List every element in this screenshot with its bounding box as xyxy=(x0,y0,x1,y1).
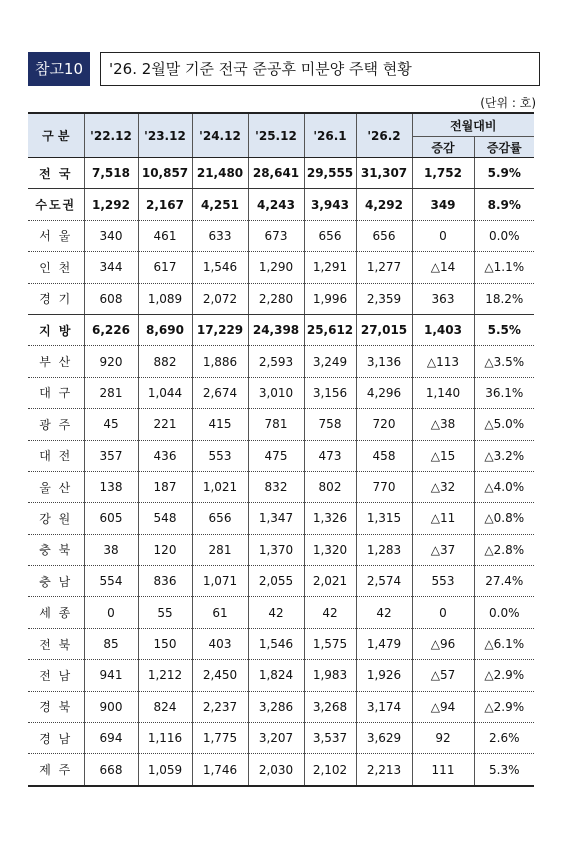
table-row xyxy=(28,471,534,502)
value-cell: 6,226 xyxy=(84,314,138,345)
value-cell: 1,996 xyxy=(304,283,356,314)
value-cell: 694 xyxy=(84,723,138,754)
header-rate: 증감률 xyxy=(474,137,534,158)
value-cell: 3,286 xyxy=(248,691,304,722)
region-cell: 수도권 xyxy=(28,189,84,220)
value-cell: 900 xyxy=(84,691,138,722)
region-cell: 서 울 xyxy=(28,220,84,251)
table-row xyxy=(28,346,534,377)
value-cell: 0 xyxy=(84,597,138,628)
header-change: 증감 xyxy=(412,137,474,158)
value-cell: 1,479 xyxy=(356,628,412,659)
region-cell: 세 종 xyxy=(28,597,84,628)
value-cell: 633 xyxy=(192,220,248,251)
value-cell: 31,307 xyxy=(356,158,412,189)
region-cell: 충 남 xyxy=(28,566,84,597)
value-cell: 3,207 xyxy=(248,723,304,754)
region-cell: 강 원 xyxy=(28,503,84,534)
rate-cell: △2.9% xyxy=(474,691,534,722)
value-cell: 3,268 xyxy=(304,691,356,722)
value-cell: 2,237 xyxy=(192,691,248,722)
region-cell: 광 주 xyxy=(28,409,84,440)
value-cell: 55 xyxy=(138,597,192,628)
value-cell: 802 xyxy=(304,471,356,502)
value-cell: 605 xyxy=(84,503,138,534)
value-cell: 1,320 xyxy=(304,534,356,565)
value-cell: 25,612 xyxy=(304,314,356,345)
value-cell: 3,156 xyxy=(304,377,356,408)
table-row xyxy=(28,534,534,565)
value-cell: 27,015 xyxy=(356,314,412,345)
change-cell: 0 xyxy=(412,597,474,628)
value-cell: 548 xyxy=(138,503,192,534)
rate-cell: △6.1% xyxy=(474,628,534,659)
reference-tag: 참고10 xyxy=(28,52,90,86)
header-year: '23.12 xyxy=(138,113,192,158)
value-cell: 42 xyxy=(356,597,412,628)
region-cell: 전 북 xyxy=(28,628,84,659)
value-cell: 7,518 xyxy=(84,158,138,189)
value-cell: 38 xyxy=(84,534,138,565)
value-cell: 403 xyxy=(192,628,248,659)
value-cell: 150 xyxy=(138,628,192,659)
value-cell: 120 xyxy=(138,534,192,565)
change-cell: 363 xyxy=(412,283,474,314)
region-cell: 제 주 xyxy=(28,754,84,786)
header-year: '25.12 xyxy=(248,113,304,158)
header-year: '24.12 xyxy=(192,113,248,158)
value-cell: 2,450 xyxy=(192,660,248,691)
rate-cell: 5.3% xyxy=(474,754,534,786)
value-cell: 1,746 xyxy=(192,754,248,786)
value-cell: 4,251 xyxy=(192,189,248,220)
table-row xyxy=(28,754,534,786)
value-cell: 2,213 xyxy=(356,754,412,786)
table-row xyxy=(28,628,534,659)
value-cell: 1,116 xyxy=(138,723,192,754)
change-cell: △57 xyxy=(412,660,474,691)
value-cell: 8,690 xyxy=(138,314,192,345)
value-cell: 17,229 xyxy=(192,314,248,345)
header-year: '22.12 xyxy=(84,113,138,158)
unsold-housing-table xyxy=(28,112,534,787)
value-cell: 2,055 xyxy=(248,566,304,597)
rate-cell: 27.4% xyxy=(474,566,534,597)
value-cell: 1,775 xyxy=(192,723,248,754)
rate-cell: △0.8% xyxy=(474,503,534,534)
value-cell: 2,574 xyxy=(356,566,412,597)
value-cell: 2,674 xyxy=(192,377,248,408)
value-cell: 473 xyxy=(304,440,356,471)
rate-cell: △4.0% xyxy=(474,471,534,502)
value-cell: 281 xyxy=(84,377,138,408)
value-cell: 668 xyxy=(84,754,138,786)
value-cell: 882 xyxy=(138,346,192,377)
value-cell: 3,174 xyxy=(356,691,412,722)
value-cell: 1,292 xyxy=(84,189,138,220)
value-cell: 1,277 xyxy=(356,252,412,283)
value-cell: 436 xyxy=(138,440,192,471)
change-cell: △32 xyxy=(412,471,474,502)
region-cell: 지 방 xyxy=(28,314,84,345)
region-cell: 경 북 xyxy=(28,691,84,722)
value-cell: 1,546 xyxy=(192,252,248,283)
table-row xyxy=(28,503,534,534)
table-row xyxy=(28,158,534,189)
region-cell: 충 북 xyxy=(28,534,84,565)
table-row xyxy=(28,377,534,408)
change-cell: 111 xyxy=(412,754,474,786)
region-cell: 울 산 xyxy=(28,471,84,502)
report-header xyxy=(28,52,540,86)
value-cell: 2,167 xyxy=(138,189,192,220)
rate-cell: △5.0% xyxy=(474,409,534,440)
value-cell: 1,021 xyxy=(192,471,248,502)
value-cell: 1,347 xyxy=(248,503,304,534)
value-cell: 3,537 xyxy=(304,723,356,754)
table-row xyxy=(28,723,534,754)
region-cell: 인 천 xyxy=(28,252,84,283)
value-cell: 656 xyxy=(356,220,412,251)
value-cell: 617 xyxy=(138,252,192,283)
value-cell: 42 xyxy=(248,597,304,628)
value-cell: 357 xyxy=(84,440,138,471)
change-cell: 0 xyxy=(412,220,474,251)
value-cell: 1,212 xyxy=(138,660,192,691)
change-cell: 1,403 xyxy=(412,314,474,345)
header-mom-group: 전월대비 xyxy=(412,113,534,137)
value-cell: 1,575 xyxy=(304,628,356,659)
value-cell: 656 xyxy=(192,503,248,534)
value-cell: 221 xyxy=(138,409,192,440)
table-row xyxy=(28,252,534,283)
value-cell: 340 xyxy=(84,220,138,251)
value-cell: 1,326 xyxy=(304,503,356,534)
table-row xyxy=(28,220,534,251)
value-cell: 608 xyxy=(84,283,138,314)
rate-cell: △1.1% xyxy=(474,252,534,283)
value-cell: 1,983 xyxy=(304,660,356,691)
rate-cell: 18.2% xyxy=(474,283,534,314)
value-cell: 475 xyxy=(248,440,304,471)
value-cell: 920 xyxy=(84,346,138,377)
value-cell: 824 xyxy=(138,691,192,722)
value-cell: 720 xyxy=(356,409,412,440)
value-cell: 1,089 xyxy=(138,283,192,314)
value-cell: 85 xyxy=(84,628,138,659)
value-cell: 2,102 xyxy=(304,754,356,786)
change-cell: 553 xyxy=(412,566,474,597)
change-cell: △38 xyxy=(412,409,474,440)
value-cell: 187 xyxy=(138,471,192,502)
change-cell: △14 xyxy=(412,252,474,283)
value-cell: 836 xyxy=(138,566,192,597)
value-cell: 3,629 xyxy=(356,723,412,754)
change-cell: △113 xyxy=(412,346,474,377)
value-cell: 3,249 xyxy=(304,346,356,377)
table-row xyxy=(28,597,534,628)
value-cell: 415 xyxy=(192,409,248,440)
value-cell: 42 xyxy=(304,597,356,628)
header-region: 구 분 xyxy=(28,113,84,158)
value-cell: 554 xyxy=(84,566,138,597)
value-cell: 1,886 xyxy=(192,346,248,377)
region-cell: 대 전 xyxy=(28,440,84,471)
value-cell: 2,021 xyxy=(304,566,356,597)
value-cell: 1,044 xyxy=(138,377,192,408)
value-cell: 781 xyxy=(248,409,304,440)
unit-label: (단위 : 호) xyxy=(480,96,536,110)
table-row xyxy=(28,314,534,345)
rate-cell: △2.8% xyxy=(474,534,534,565)
value-cell: 1,059 xyxy=(138,754,192,786)
change-cell: △96 xyxy=(412,628,474,659)
change-cell: 1,752 xyxy=(412,158,474,189)
value-cell: 4,243 xyxy=(248,189,304,220)
value-cell: 1,283 xyxy=(356,534,412,565)
value-cell: 1,370 xyxy=(248,534,304,565)
value-cell: 344 xyxy=(84,252,138,283)
value-cell: 45 xyxy=(84,409,138,440)
value-cell: 28,641 xyxy=(248,158,304,189)
value-cell: 21,480 xyxy=(192,158,248,189)
region-cell: 대 구 xyxy=(28,377,84,408)
value-cell: 941 xyxy=(84,660,138,691)
page-title: '26. 2월말 기준 전국 준공후 미분양 주택 현황 xyxy=(100,52,540,86)
value-cell: 138 xyxy=(84,471,138,502)
change-cell: 1,140 xyxy=(412,377,474,408)
change-cell: △94 xyxy=(412,691,474,722)
rate-cell: 5.5% xyxy=(474,314,534,345)
value-cell: 673 xyxy=(248,220,304,251)
region-cell: 경 남 xyxy=(28,723,84,754)
value-cell: 461 xyxy=(138,220,192,251)
header-year: '26.2 xyxy=(356,113,412,158)
value-cell: 656 xyxy=(304,220,356,251)
value-cell: 1,290 xyxy=(248,252,304,283)
value-cell: 1,071 xyxy=(192,566,248,597)
table-row xyxy=(28,566,534,597)
region-cell: 전 국 xyxy=(28,158,84,189)
table-row xyxy=(28,189,534,220)
rate-cell: △3.5% xyxy=(474,346,534,377)
value-cell: 2,030 xyxy=(248,754,304,786)
value-cell: 2,072 xyxy=(192,283,248,314)
value-cell: 553 xyxy=(192,440,248,471)
table-row xyxy=(28,440,534,471)
rate-cell: 36.1% xyxy=(474,377,534,408)
rate-cell: △3.2% xyxy=(474,440,534,471)
rate-cell: 8.9% xyxy=(474,189,534,220)
change-cell: 92 xyxy=(412,723,474,754)
value-cell: 1,926 xyxy=(356,660,412,691)
value-cell: 458 xyxy=(356,440,412,471)
rate-cell: 5.9% xyxy=(474,158,534,189)
value-cell: 24,398 xyxy=(248,314,304,345)
value-cell: 1,824 xyxy=(248,660,304,691)
rate-cell: △2.9% xyxy=(474,660,534,691)
value-cell: 3,010 xyxy=(248,377,304,408)
header-year: '26.1 xyxy=(304,113,356,158)
value-cell: 2,280 xyxy=(248,283,304,314)
value-cell: 29,555 xyxy=(304,158,356,189)
value-cell: 758 xyxy=(304,409,356,440)
table-row xyxy=(28,691,534,722)
value-cell: 281 xyxy=(192,534,248,565)
table-row xyxy=(28,283,534,314)
value-cell: 4,296 xyxy=(356,377,412,408)
value-cell: 3,136 xyxy=(356,346,412,377)
value-cell: 2,359 xyxy=(356,283,412,314)
value-cell: 61 xyxy=(192,597,248,628)
region-cell: 부 산 xyxy=(28,346,84,377)
change-cell: △11 xyxy=(412,503,474,534)
value-cell: 4,292 xyxy=(356,189,412,220)
value-cell: 2,593 xyxy=(248,346,304,377)
change-cell: 349 xyxy=(412,189,474,220)
value-cell: 1,315 xyxy=(356,503,412,534)
region-cell: 전 남 xyxy=(28,660,84,691)
rate-cell: 0.0% xyxy=(474,220,534,251)
value-cell: 10,857 xyxy=(138,158,192,189)
region-cell: 경 기 xyxy=(28,283,84,314)
change-cell: △37 xyxy=(412,534,474,565)
change-cell: △15 xyxy=(412,440,474,471)
table-row xyxy=(28,660,534,691)
rate-cell: 0.0% xyxy=(474,597,534,628)
value-cell: 770 xyxy=(356,471,412,502)
value-cell: 1,291 xyxy=(304,252,356,283)
value-cell: 3,943 xyxy=(304,189,356,220)
table-row xyxy=(28,409,534,440)
value-cell: 1,546 xyxy=(248,628,304,659)
value-cell: 832 xyxy=(248,471,304,502)
rate-cell: 2.6% xyxy=(474,723,534,754)
